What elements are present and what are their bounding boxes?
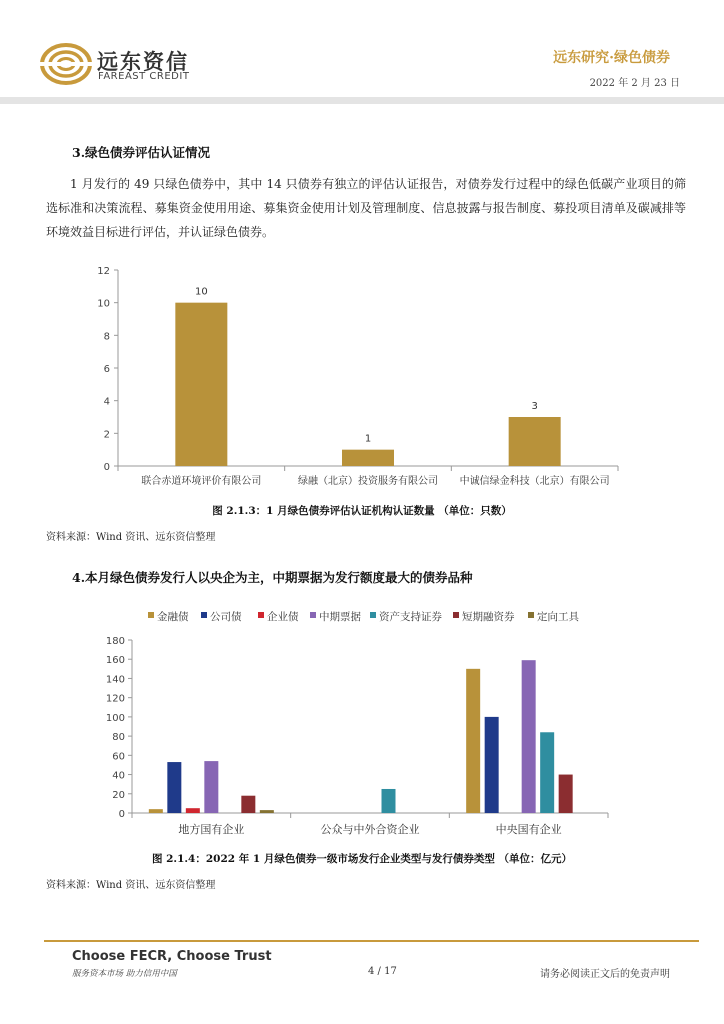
y-tick-label: 80: [112, 732, 125, 744]
y-tick-label: 40: [112, 770, 125, 782]
y-tick-label: 160: [105, 655, 125, 667]
legend-swatch: [370, 612, 376, 618]
legend-label: 公司债: [210, 611, 242, 623]
bar: [509, 417, 561, 466]
bar: [241, 796, 255, 813]
y-tick-label: 6: [103, 364, 110, 375]
legend-swatch: [201, 612, 207, 618]
issuer-type-grouped-bar-chart: [80, 600, 640, 840]
x-category-label: 中诚信绿金科技（北京）有限公司: [459, 476, 610, 487]
y-tick-label: 20: [112, 789, 125, 801]
bar: [167, 762, 181, 813]
footer-brand: Choose FECR, Choose Trust: [72, 949, 272, 964]
figure-2-1-4-caption: 图 2.1.4：2022 年 1 月绿色债券一级市场发行企业类型与发行债券类型 （单位：亿元）: [151, 853, 573, 865]
data-label: 10: [194, 286, 208, 298]
legend-swatch: [453, 612, 459, 618]
x-category-label: 地方国有企业: [178, 823, 245, 836]
header-divider: [0, 97, 724, 104]
bar: [522, 660, 536, 813]
y-tick-label: 10: [97, 298, 110, 310]
logo-text-cn: 远东资信: [97, 50, 189, 74]
section4-heading: 4.本月绿色债券发行人以央企为主，中期票据为发行额度最大的债券品种: [72, 570, 473, 585]
bar: [485, 717, 499, 813]
page-number: 4 / 17: [368, 966, 397, 977]
y-tick-label: 2: [103, 429, 110, 441]
bar: [540, 732, 554, 813]
bar: [149, 809, 163, 813]
bar: [175, 303, 227, 466]
section3-paragraph: [46, 172, 686, 244]
footer-slogan: 服务资本市场 助力信用中国: [72, 969, 177, 979]
fareast-logo-icon: [40, 42, 92, 86]
y-tick-label: 140: [105, 674, 125, 686]
certification-bar-chart: [60, 258, 640, 498]
figure-2-1-3-caption: 图 2.1.3：1 月绿色债券评估认证机构认证数量 （单位：只数）: [212, 505, 512, 517]
y-tick-label: 4: [103, 396, 110, 408]
data-label: 3: [531, 401, 538, 412]
legend-swatch: [310, 612, 316, 618]
data-label: 1: [364, 433, 372, 445]
page-header: [0, 0, 724, 100]
y-tick-label: 8: [103, 331, 110, 343]
legend-label: 短期融资券: [462, 611, 515, 623]
footer-disclaimer: 请务必阅读正文后的免责声明: [540, 969, 670, 980]
bar: [260, 810, 274, 813]
x-category-label: 中央国有企业: [495, 823, 562, 836]
legend-label: 资产支持证券: [379, 611, 442, 623]
bar: [204, 761, 218, 813]
y-tick-label: 12: [97, 266, 110, 277]
x-category-label: 联合赤道环境评价有限公司: [141, 476, 262, 487]
y-tick-label: 0: [118, 809, 125, 820]
legend-swatch: [528, 612, 534, 618]
header-title: 远东研究·绿色债券: [553, 50, 670, 66]
legend-label: 企业债: [267, 611, 299, 623]
y-tick-label: 0: [103, 462, 110, 473]
section3-heading: 3.绿色债券评估认证情况: [72, 145, 211, 160]
y-tick-label: 180: [105, 636, 125, 647]
figure-2-1-4-source: 资料来源：Wind 资讯、远东资信整理: [46, 880, 216, 891]
section3-paragraph-text: 1 月发行的 49 只绿色债券中，其中 14 只债券有独立的评估认证报告，对债券发行过程中的绿色低碳产业项目的筛选标准和决策流程、募集资金使用用途、募集资金使用计划及管理制度、信息披露与报告制度、募投项目清单及碳减排等环境效益目标进行评估，并认证绿色债券。: [46, 177, 686, 239]
legend-swatch: [258, 612, 264, 618]
bar: [559, 775, 573, 813]
bar: [466, 669, 480, 813]
legend-label: 金融债: [157, 611, 189, 623]
y-tick-label: 120: [105, 693, 125, 705]
y-tick-label: 60: [112, 751, 125, 763]
logo-text-en: FAREAST CREDIT: [98, 71, 190, 82]
figure-2-1-3-source: 资料来源：Wind 资讯、远东资信整理: [46, 532, 216, 543]
footer-divider: [44, 940, 699, 942]
legend-swatch: [148, 612, 154, 618]
x-category-label: 绿融（北京）投资服务有限公司: [298, 476, 438, 487]
bar: [382, 789, 396, 813]
bar: [186, 808, 200, 813]
y-tick-label: 100: [105, 712, 125, 724]
header-date: 2022 年 2 月 23 日: [589, 78, 680, 89]
legend-label: 定向工具: [537, 611, 579, 623]
legend-label: 中期票据: [319, 611, 361, 623]
x-category-label: 公众与中外合资企业: [320, 823, 420, 836]
bar: [342, 450, 394, 466]
